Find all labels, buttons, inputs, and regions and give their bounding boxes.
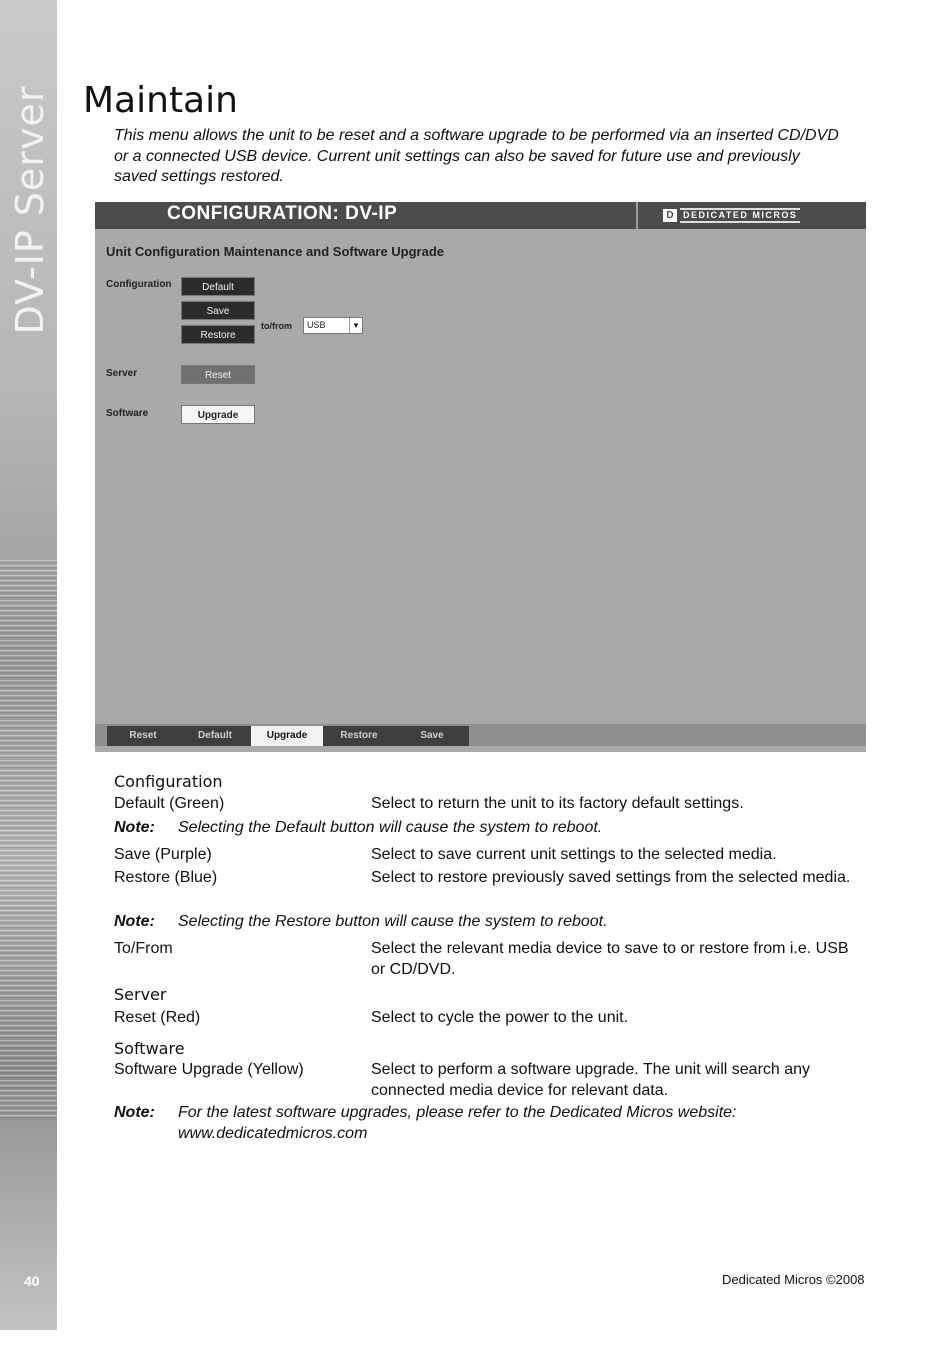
config-header bbox=[95, 202, 866, 229]
config-ui-screenshot bbox=[95, 202, 866, 752]
def-restore: Select to restore previously saved settings from the selected media. bbox=[371, 869, 851, 886]
note-website-text: For the latest software upgrades, please refer to the Dedicated Micros website: www.dedicatedmicros.com bbox=[178, 1104, 737, 1142]
header-divider bbox=[636, 202, 638, 229]
config-header-title: CONFIGURATION: DV-IP bbox=[167, 203, 398, 224]
def-upgrade: Select to perform a software upgrade. The unit will search any connected media device for relevant data. bbox=[371, 1061, 811, 1099]
footer-tab-reset[interactable]: Reset bbox=[129, 730, 157, 741]
def-save: Select to save current unit settings to the selected media. bbox=[371, 846, 777, 863]
config-subtitle: Unit Configuration Maintenance and Software Upgrade bbox=[106, 244, 445, 259]
software-heading: Software bbox=[114, 1039, 185, 1058]
def-tofrom: Select the relevant media device to save to or restore from i.e. USB or CD/DVD. bbox=[371, 940, 849, 978]
side-strip-texture bbox=[0, 560, 57, 1120]
save-button[interactable]: Save bbox=[181, 301, 255, 320]
note-default-text: Selecting the Default button will cause the system to reboot. bbox=[178, 819, 603, 836]
def-reset: Select to cycle the power to the unit. bbox=[371, 1009, 629, 1026]
upgrade-button[interactable]: Upgrade bbox=[181, 405, 255, 424]
config-footer bbox=[95, 724, 866, 746]
footer-tab-save[interactable]: Save bbox=[420, 730, 444, 741]
brand-name: DEDICATED MICROS bbox=[680, 208, 800, 223]
term-reset: Reset (Red) bbox=[114, 1009, 201, 1026]
media-select[interactable] bbox=[303, 317, 363, 334]
footer-tab-upgrade[interactable]: Upgrade bbox=[251, 726, 323, 746]
default-button[interactable]: Default bbox=[181, 277, 255, 296]
note-label: Note: bbox=[114, 913, 155, 930]
note-restore-text: Selecting the Restore button will cause the system to reboot. bbox=[178, 913, 608, 930]
server-heading: Server bbox=[114, 985, 167, 1004]
term-save: Save (Purple) bbox=[114, 846, 212, 863]
brand-logo-icon: D bbox=[663, 209, 677, 222]
restore-button[interactable]: Restore bbox=[181, 325, 255, 344]
page-number: 40 bbox=[24, 1273, 40, 1289]
side-title-text: DV-IP Server bbox=[8, 85, 52, 335]
brand-logo bbox=[663, 208, 800, 222]
configuration-label: Configuration bbox=[106, 279, 172, 290]
term-default: Default (Green) bbox=[114, 795, 225, 812]
server-label: Server bbox=[106, 368, 138, 379]
def-default: Select to return the unit to its factory default settings. bbox=[371, 795, 744, 812]
side-title bbox=[2, 60, 58, 360]
configuration-heading: Configuration bbox=[114, 772, 223, 791]
term-tofrom: To/From bbox=[114, 940, 173, 957]
media-select-value: USB bbox=[307, 320, 326, 330]
side-strip bbox=[0, 0, 57, 1330]
term-restore: Restore (Blue) bbox=[114, 869, 218, 886]
footer-copyright: Dedicated Micros ©2008 bbox=[722, 1272, 865, 1287]
term-upgrade: Software Upgrade (Yellow) bbox=[114, 1061, 304, 1078]
to-from-label: to/from bbox=[261, 321, 292, 331]
note-label: Note: bbox=[114, 1104, 155, 1121]
footer-tab-restore[interactable]: Restore bbox=[340, 730, 378, 741]
reset-button[interactable]: Reset bbox=[181, 365, 255, 384]
page-title: Maintain bbox=[83, 80, 238, 121]
intro-paragraph: This menu allows the unit to be reset and a software upgrade to be performed via an inserted CD/DVD or a connected USB device. Current unit settings can also be saved for future use and previously saved settings restored. bbox=[114, 127, 839, 185]
footer-tab-bar bbox=[107, 726, 469, 746]
footer-tab-default[interactable]: Default bbox=[198, 730, 232, 741]
software-label: Software bbox=[106, 408, 149, 419]
note-label: Note: bbox=[114, 819, 155, 836]
chevron-down-icon: ▼ bbox=[349, 318, 362, 333]
